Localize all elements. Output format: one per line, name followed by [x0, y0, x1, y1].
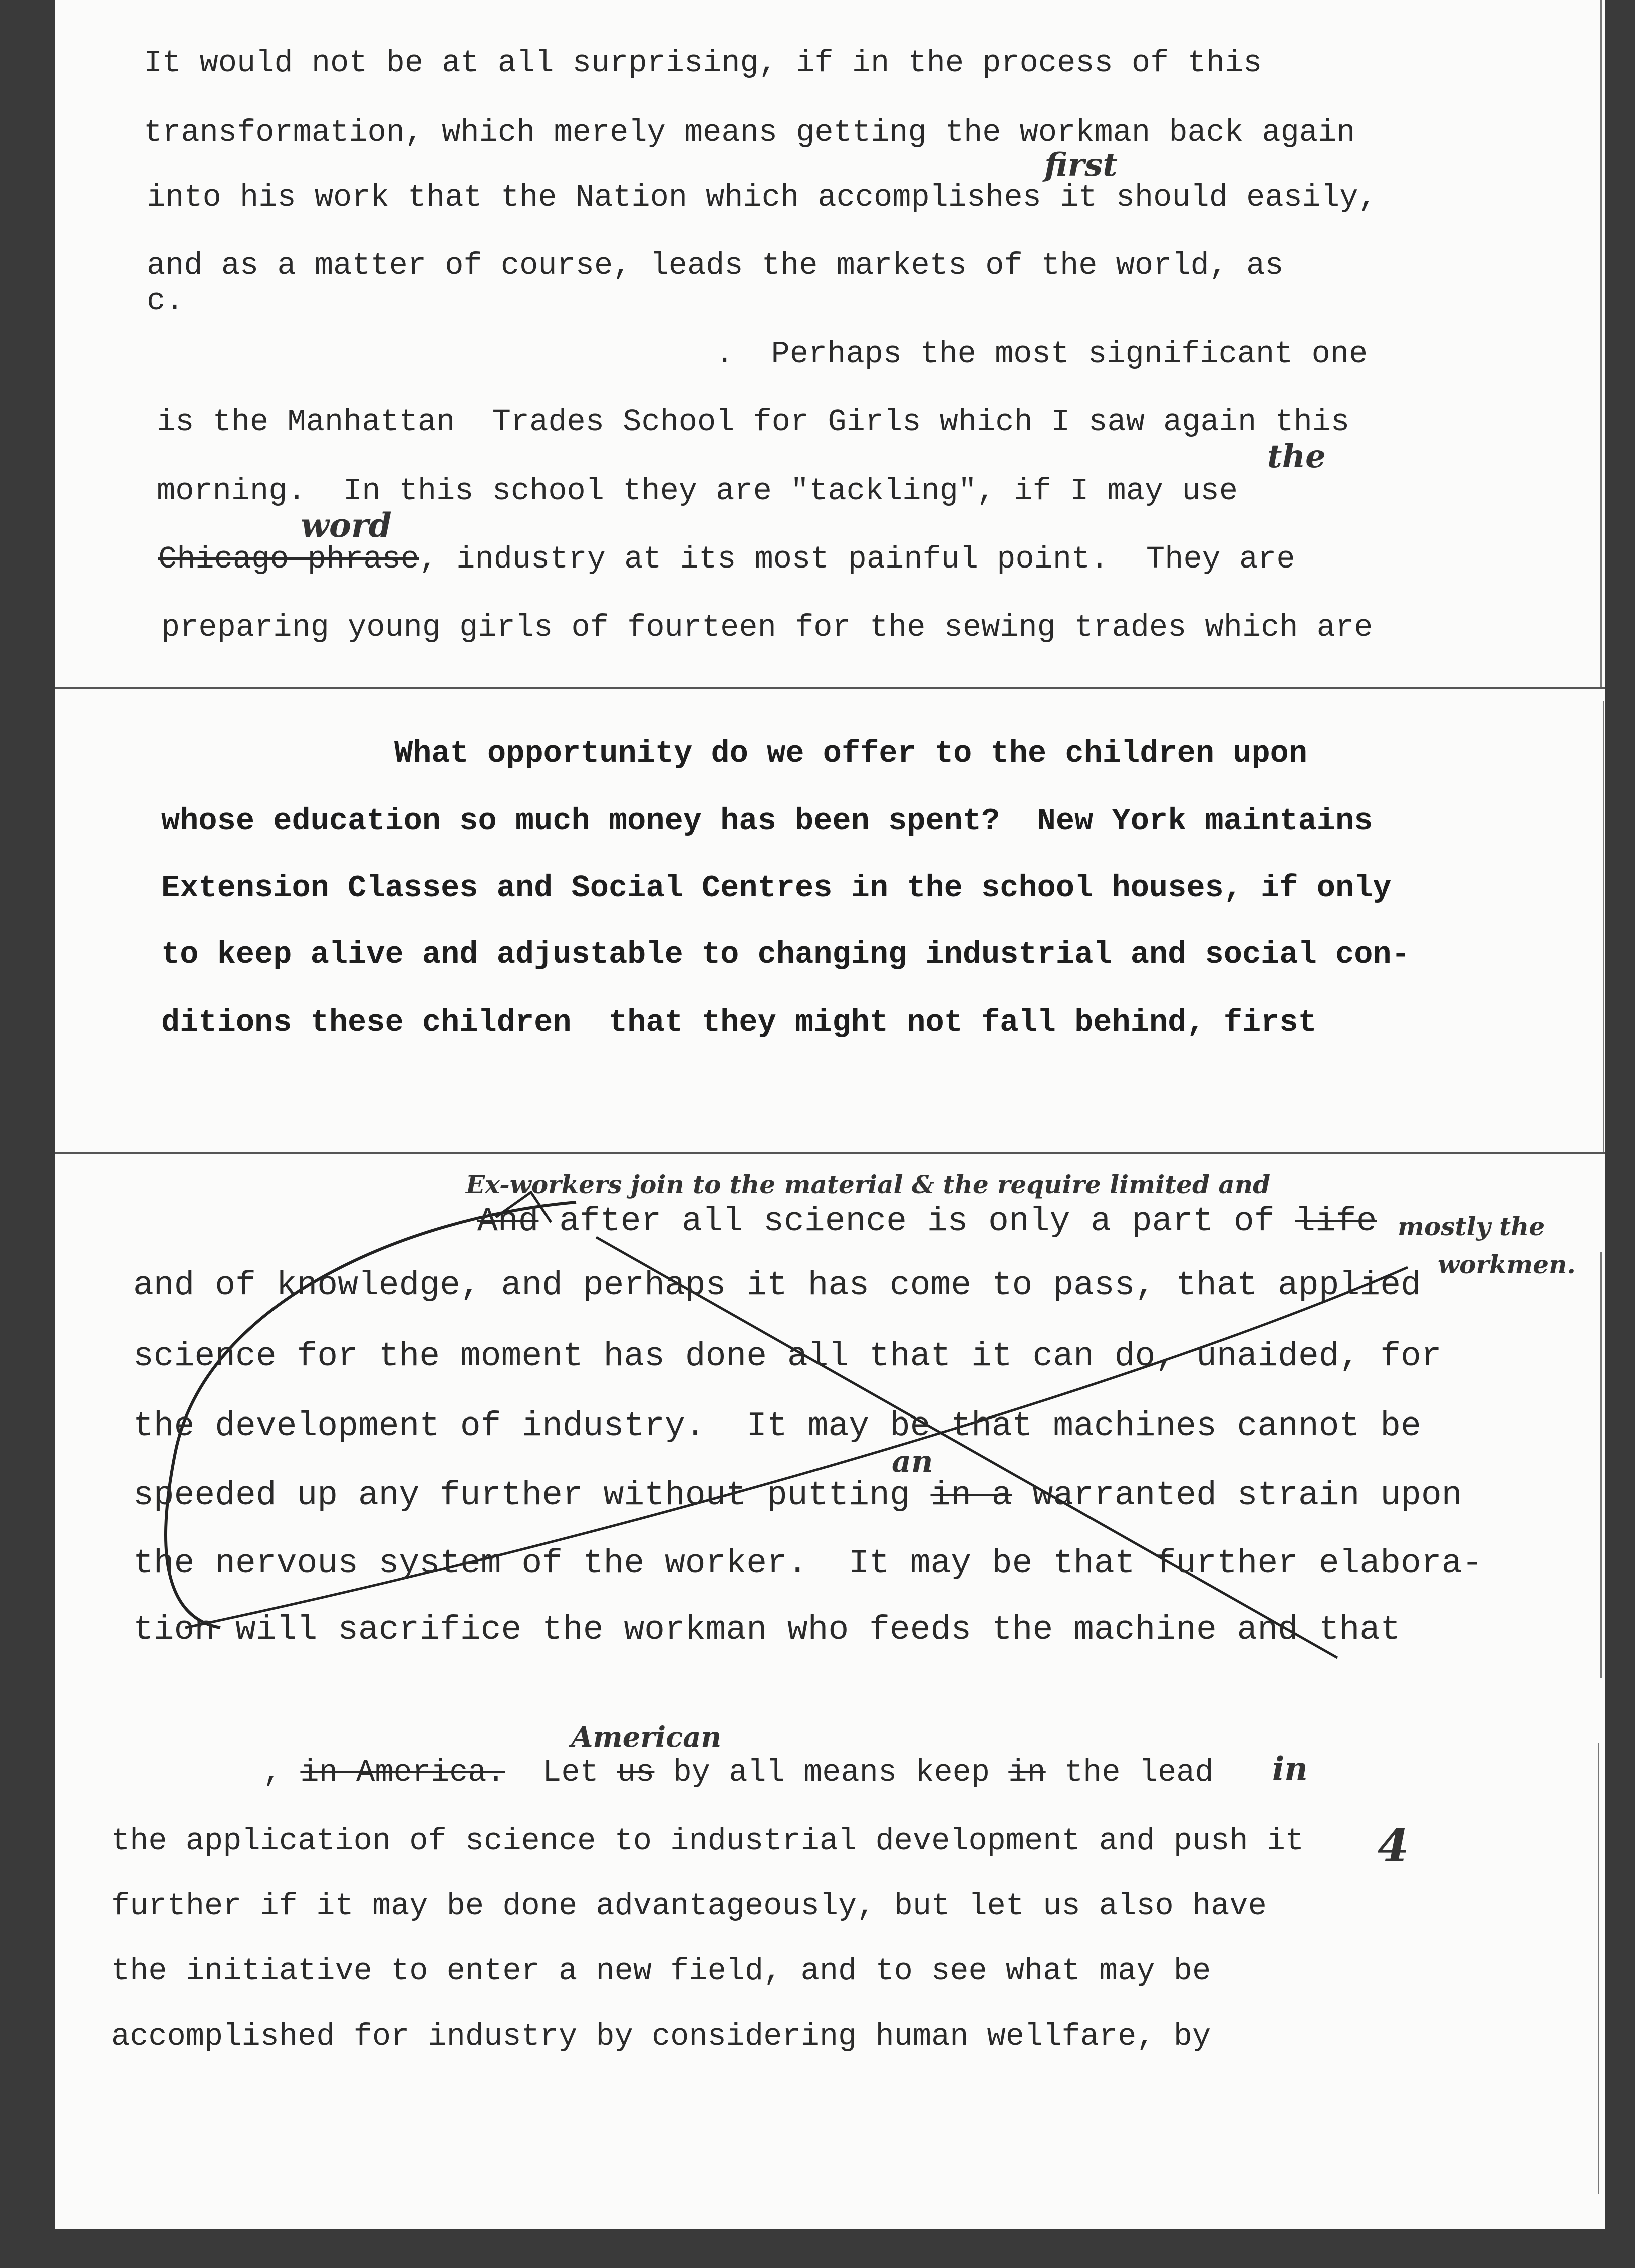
document-page: [55, 0, 1605, 2229]
text-line: [161, 939, 1410, 970]
handwritten-annotation: word: [301, 506, 392, 545]
text-line: [147, 248, 1284, 284]
text-segment: further if it may be done advantageously, but let us also have: [111, 1888, 1267, 1924]
text-segment: after all science is only a part of: [538, 1202, 1295, 1241]
struck-text: in a: [930, 1476, 1012, 1515]
text-line: [144, 45, 1262, 81]
text-line: [158, 541, 1295, 577]
text-segment: the nervous system of the worker. It may be that further elabora-: [133, 1544, 1483, 1583]
text-segment: and as a matter of course, leads the markets of the world, as: [147, 248, 1284, 284]
text-line: [111, 1823, 1304, 1859]
text-line: [133, 1613, 1401, 1647]
text-segment: is the Manhattan Trades School for Girls which I saw again this: [157, 404, 1350, 440]
text-line: [111, 1953, 1211, 1989]
text-segment: . Perhaps the most significant one: [715, 336, 1368, 372]
text-segment: tion will sacrifice the workman who feeds the machine and that: [133, 1611, 1401, 1649]
text-line: [147, 182, 1377, 213]
text-segment: ,: [263, 1755, 301, 1790]
text-line: [147, 283, 184, 319]
text-segment: the initiative to enter a new field, and to see what may be: [111, 1953, 1211, 1989]
text-segment: the development of industry. It may be that machines cannot be: [133, 1407, 1421, 1446]
text-line: [133, 1266, 1421, 1305]
struck-text: in: [1008, 1755, 1046, 1790]
text-segment: ditions these children that they might not fall behind, first: [161, 1005, 1317, 1040]
text-segment: It would not be at all surprising, if in the process of this: [144, 45, 1262, 81]
text-line: [157, 404, 1350, 440]
text-segment: Extension Classes and Social Centres in the school houses, if only: [161, 870, 1392, 906]
handwritten-annotation: the: [1267, 438, 1326, 475]
text-segment: , industry at its most painful point. They are: [419, 541, 1295, 577]
text-segment: c.: [147, 283, 184, 319]
handwritten-annotation: in: [1272, 1750, 1308, 1788]
struck-text: Chicago phrase: [158, 541, 419, 577]
text-segment: morning. In this school they are "tackling", if I may use: [157, 473, 1257, 509]
text-segment: to keep alive and adjustable to changing industrial and social con-: [161, 937, 1410, 972]
text-line: [111, 2021, 1211, 2052]
text-segment: whose education so much money has been spent? New York maintains: [161, 803, 1373, 839]
text-line: [394, 738, 1307, 769]
struck-text: us: [617, 1755, 655, 1790]
handwritten-annotation: workmen.: [1438, 1250, 1576, 1279]
text-segment: science for the moment has done all that it can do, unaided, for: [133, 1337, 1442, 1376]
text-segment: What opportunity do we offer to the children upon: [394, 736, 1308, 771]
text-line: [715, 336, 1368, 372]
text-line: [133, 1337, 1442, 1376]
handwritten-annotation: Ex-workers join to the material & the require limited and: [466, 1170, 1271, 1199]
text-segment: by all means keep: [654, 1755, 1009, 1790]
text-segment: warranted strain upon: [1012, 1476, 1462, 1515]
text-line: [161, 803, 1373, 839]
handwritten-annotation: American: [571, 1721, 722, 1754]
text-line: [161, 612, 1373, 643]
text-line: [133, 1409, 1421, 1444]
text-segment: transformation, which merely means getting the workman back again: [144, 115, 1355, 150]
text-segment: preparing young girls of fourteen for the sewing trades which are: [161, 610, 1373, 645]
text-segment: and of knowledge, and perhaps it has come to pass, that applied: [133, 1266, 1421, 1305]
struck-text: life: [1295, 1202, 1377, 1241]
text-line: [161, 1007, 1317, 1038]
text-line: [263, 1757, 1232, 1788]
struck-text: in America.: [300, 1755, 505, 1790]
struck-text: And: [477, 1202, 539, 1241]
handwritten-annotation: 4: [1378, 1819, 1409, 1872]
text-segment: the lead: [1045, 1755, 1232, 1790]
text-line: [157, 473, 1257, 509]
handwritten-annotation: mostly the: [1398, 1212, 1545, 1241]
text-line: [133, 1476, 1462, 1515]
text-segment: speeded up any further without putting: [133, 1476, 931, 1515]
text-segment: Let: [505, 1755, 617, 1790]
text-line: [161, 870, 1392, 906]
text-line: [144, 117, 1355, 148]
text-line: [477, 1202, 1377, 1241]
handwritten-annotation: an: [892, 1444, 933, 1479]
text-segment: into his work that the Nation which accomplishes it should easily,: [147, 180, 1377, 215]
text-line: [111, 1888, 1267, 1924]
text-segment: the application of science to industrial development and push it: [111, 1823, 1304, 1859]
text-line: [133, 1544, 1483, 1583]
handwritten-annotation: first: [1044, 146, 1118, 184]
text-segment: accomplished for industry by considering human wellfare, by: [111, 2019, 1211, 2054]
